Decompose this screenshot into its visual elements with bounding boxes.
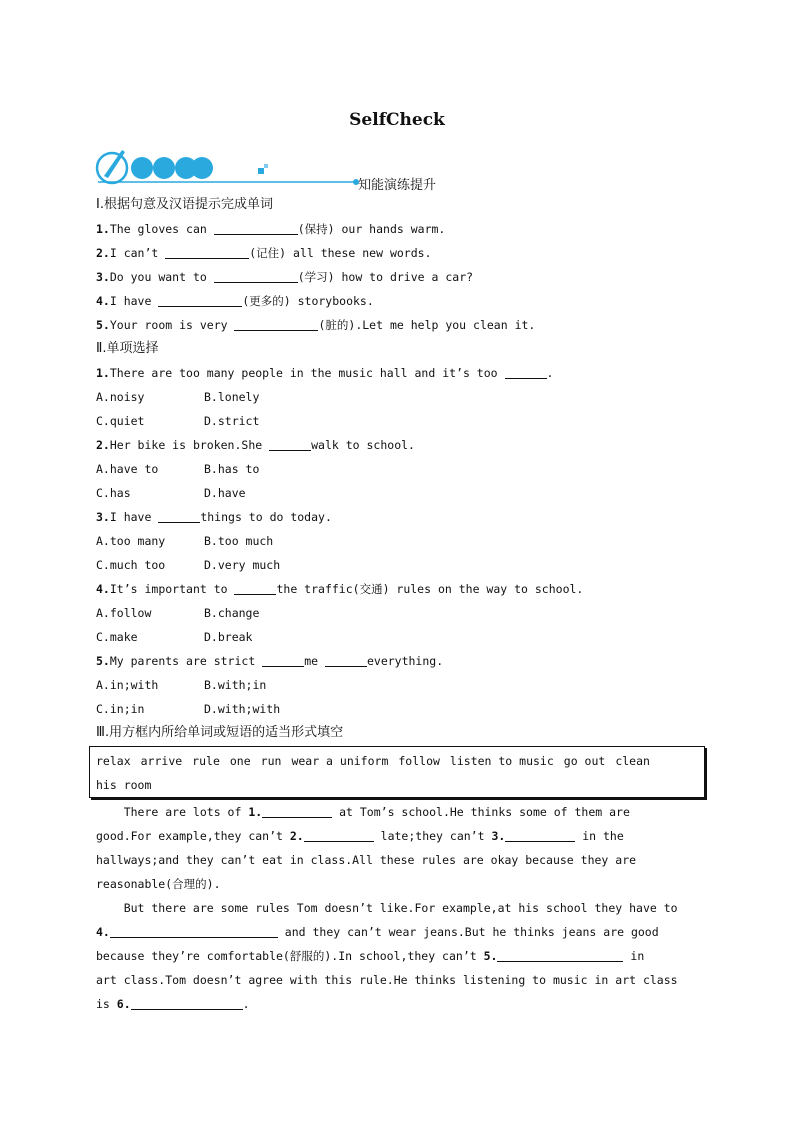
answer-blank[interactable] <box>262 652 304 667</box>
mc-options-row <box>96 673 696 697</box>
option-c[interactable]: C.quiet <box>96 414 145 428</box>
answer-blank[interactable] <box>158 292 242 307</box>
page-title: SelfCheck <box>349 110 445 130</box>
option-b[interactable]: B.with;in <box>204 678 267 692</box>
option-b[interactable]: B.change <box>204 606 260 620</box>
option-b[interactable]: B.lonely <box>204 390 260 404</box>
mc-question-4: 4.It’s important to the traffic(交通) rules on the way to school. <box>96 582 584 596</box>
fill-item-5: 5.Your room is very (脏的).Let me help you clean it. <box>96 318 536 332</box>
fill-item-1: 1.The gloves can (保持) our hands warm. <box>96 222 446 236</box>
word-bank-item: follow <box>398 754 440 768</box>
mc-options-row <box>96 553 696 577</box>
option-a[interactable]: A.in;with <box>96 678 159 692</box>
word-bank-item: go out <box>563 754 606 768</box>
passage-line: good.For example,they can’t 2. late;they can’t 3. in the <box>96 829 624 843</box>
passage-line: because they’re comfortable(舒服的).In school,they can’t 5. in <box>96 949 645 963</box>
section-2-heading: Ⅱ.单项选择 <box>96 341 159 356</box>
answer-blank[interactable] <box>214 220 298 235</box>
section-1-heading: Ⅰ.根据句意及汉语提示完成单词 <box>96 197 273 212</box>
answer-blank[interactable] <box>269 436 311 451</box>
word-bank-item: rule <box>192 754 220 768</box>
banner-label: 知能演练提升 <box>358 178 437 193</box>
answer-blank[interactable] <box>325 652 367 667</box>
option-d[interactable]: D.have <box>204 486 246 500</box>
passage-line: is 6. . <box>96 997 250 1011</box>
option-c[interactable]: C.in;in <box>96 702 145 716</box>
mc-options-row <box>96 601 696 625</box>
passage-line: hallways;and they can’t eat in class.All these rules are okay because they are <box>96 853 637 867</box>
mc-question-5: 5.My parents are strict me everything. <box>96 654 444 668</box>
answer-blank[interactable] <box>262 803 332 818</box>
mc-options-row <box>96 385 696 409</box>
option-c[interactable]: C.has <box>96 486 131 500</box>
word-bank-item: listen to music <box>449 754 554 768</box>
answer-blank[interactable] <box>110 923 278 938</box>
option-a[interactable]: A.too many <box>96 534 166 548</box>
passage-line: But there are some rules Tom doesn’t like.For example,at his school they have to <box>96 901 678 915</box>
answer-blank[interactable] <box>304 827 374 842</box>
passage-line: reasonable(合理的). <box>96 877 221 891</box>
answer-blank[interactable] <box>165 244 249 259</box>
fill-item-3: 3.Do you want to (学习) how to drive a car? <box>96 270 474 284</box>
fill-item-4: 4.I have (更多的) storybooks. <box>96 294 374 308</box>
option-a[interactable]: A.have to <box>96 462 159 476</box>
answer-blank[interactable] <box>214 268 298 283</box>
option-d[interactable]: D.break <box>204 630 253 644</box>
passage-line: There are lots of 1. at Tom’s school.He thinks some of them are <box>96 805 630 819</box>
answer-blank[interactable] <box>131 995 243 1010</box>
option-a[interactable]: A.noisy <box>96 390 145 404</box>
answer-blank[interactable] <box>505 827 575 842</box>
answer-blank[interactable] <box>158 508 200 523</box>
mc-options-row <box>96 481 696 505</box>
section-3-heading: Ⅲ.用方框内所给单词或短语的适当形式填空 <box>96 725 344 740</box>
option-d[interactable]: D.strict <box>204 414 260 428</box>
option-b[interactable]: B.has to <box>204 462 260 476</box>
word-bank-box <box>89 746 705 798</box>
option-c[interactable]: C.much too <box>96 558 166 572</box>
fill-item-2: 2.I can’t (记住) all these new words. <box>96 246 432 260</box>
word-bank-item: relax <box>96 754 131 768</box>
mc-question-1: 1.There are too many people in the music hall and it’s too . <box>96 366 554 380</box>
passage-line: art class.Tom doesn’t agree with this rule.He thinks listening to music in art class <box>96 973 678 987</box>
word-bank-item: run <box>260 754 282 768</box>
option-d[interactable]: D.with;with <box>204 702 281 716</box>
passage-line: 4. and they can’t wear jeans.But he thinks jeans are good <box>96 925 659 939</box>
word-bank-item: clean <box>615 754 650 768</box>
option-a[interactable]: A.follow <box>96 606 152 620</box>
answer-blank[interactable] <box>234 580 276 595</box>
option-b[interactable]: B.too much <box>204 534 274 548</box>
word-bank-item: wear a uniform <box>291 754 389 768</box>
option-d[interactable]: D.very much <box>204 558 281 572</box>
exercise-content <box>96 193 696 745</box>
answer-blank[interactable] <box>234 316 318 331</box>
word-bank-item: his room <box>96 778 152 792</box>
mc-question-2: 2.Her bike is broken.She walk to school. <box>96 438 415 452</box>
mc-options-row <box>96 529 696 553</box>
mc-options-row <box>96 457 696 481</box>
cloze-passage <box>96 800 696 1016</box>
option-c[interactable]: C.make <box>96 630 138 644</box>
mc-question-3: 3.I have things to do today. <box>96 510 332 524</box>
answer-blank[interactable] <box>497 947 623 962</box>
word-bank-item: arrive <box>140 754 183 768</box>
mc-options-row <box>96 625 696 649</box>
word-bank-item: one <box>229 754 251 768</box>
mc-options-row <box>96 409 696 433</box>
mc-options-row <box>96 697 696 721</box>
answer-blank[interactable] <box>505 364 547 379</box>
